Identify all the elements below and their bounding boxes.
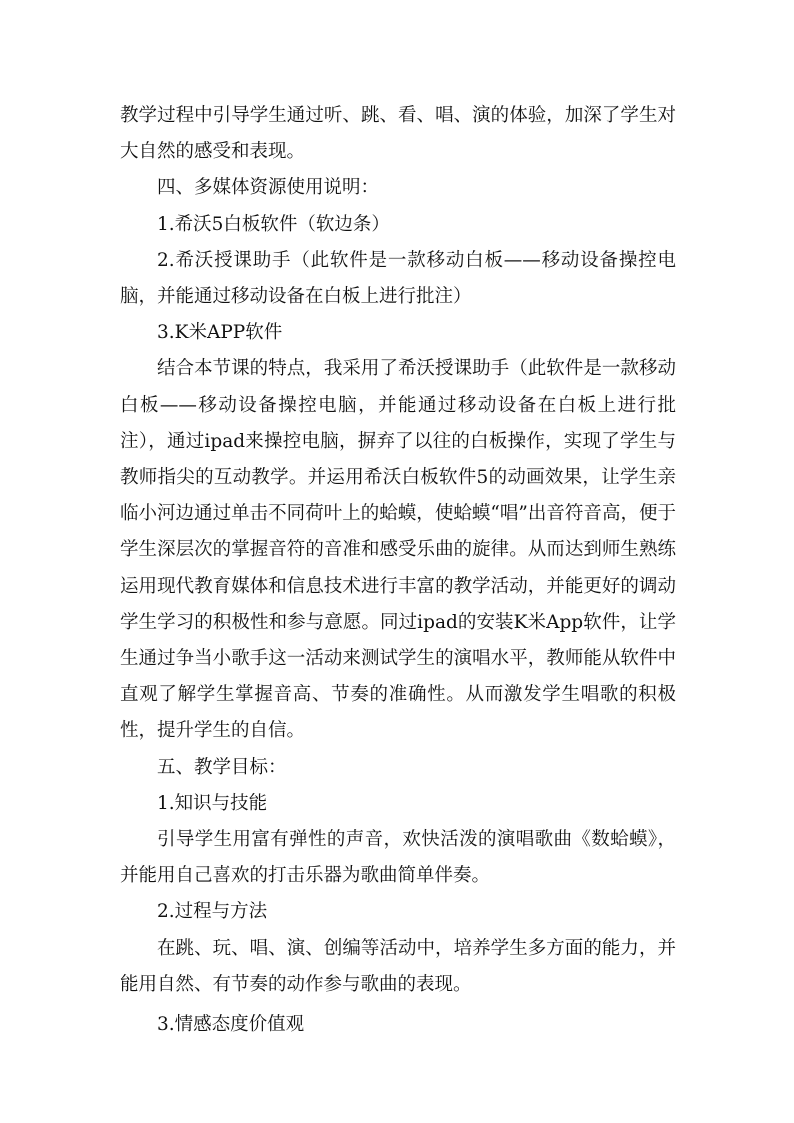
document-body	[120, 98, 676, 1043]
subheading-process-methods: 2.过程与方法	[157, 901, 268, 923]
list-item-teaching-assistant: 2.希沃授课助手（此软件是一款移动白板——移动设备操控电脑，并能通过移动设备在白板上进行批注）	[120, 249, 676, 308]
subheading-knowledge-skills: 1.知识与技能	[157, 792, 268, 814]
heading-teaching-objectives: 五、教学目标：	[157, 756, 287, 778]
paragraph-process-methods: 在跳、玩、唱、演、创编等活动中，培养学生多方面的能力，并能用自然、有节奏的动作参与歌曲的表现。	[120, 937, 676, 995]
paragraph-media-usage: 结合本节课的特点，我采用了希沃授课助手（此软件是一款移动白板——移动设备操控电脑，并能通过移动设备在白板上进行批注），通过ipad来操控电脑，摒弃了以往的白板操作，实现了学生与教师指尖的互动教学。并运用希沃白板软件5的动画效果，让学生亲临小河边通过单击不同荷叶上的蛤蟆，使蛤蟆“唱”出音符音高，便于学生深层次的掌握音符的音准和感受乐曲的旋律。从而达到师生熟练运用现代教育媒体和信息技术进行丰富的教学活动，并能更好的调动学生学习的积极性和参与意愿。同过ipad的安装K米App软件，让学生通过争当小歌手这一活动来测试学生的演唱水平，教师能从软件中直观了解学生掌握音高、节奏的准确性。从而激发学生唱歌的积极性，提升学生的自信。	[120, 358, 676, 742]
subheading-emotion-values: 3.情感态度价值观	[157, 1014, 305, 1036]
paragraph-experience-summary: 教学过程中引导学生通过听、跳、看、唱、演的体验，加深了学生对大自然的感受和表现。	[120, 105, 676, 163]
list-item-whiteboard-software: 1.希沃5白板软件（软边条）	[157, 213, 390, 235]
paragraph-knowledge-skills: 引导学生用富有弹性的声音，欢快活泼的演唱歌曲《数蛤蟆》，并能用自己喜欢的打击乐器为歌曲简单伴奏。	[120, 829, 676, 887]
list-item-kmi-app: 3.K米APP软件	[157, 322, 283, 344]
heading-multimedia-resources: 四、多媒体资源使用说明：	[157, 177, 380, 199]
